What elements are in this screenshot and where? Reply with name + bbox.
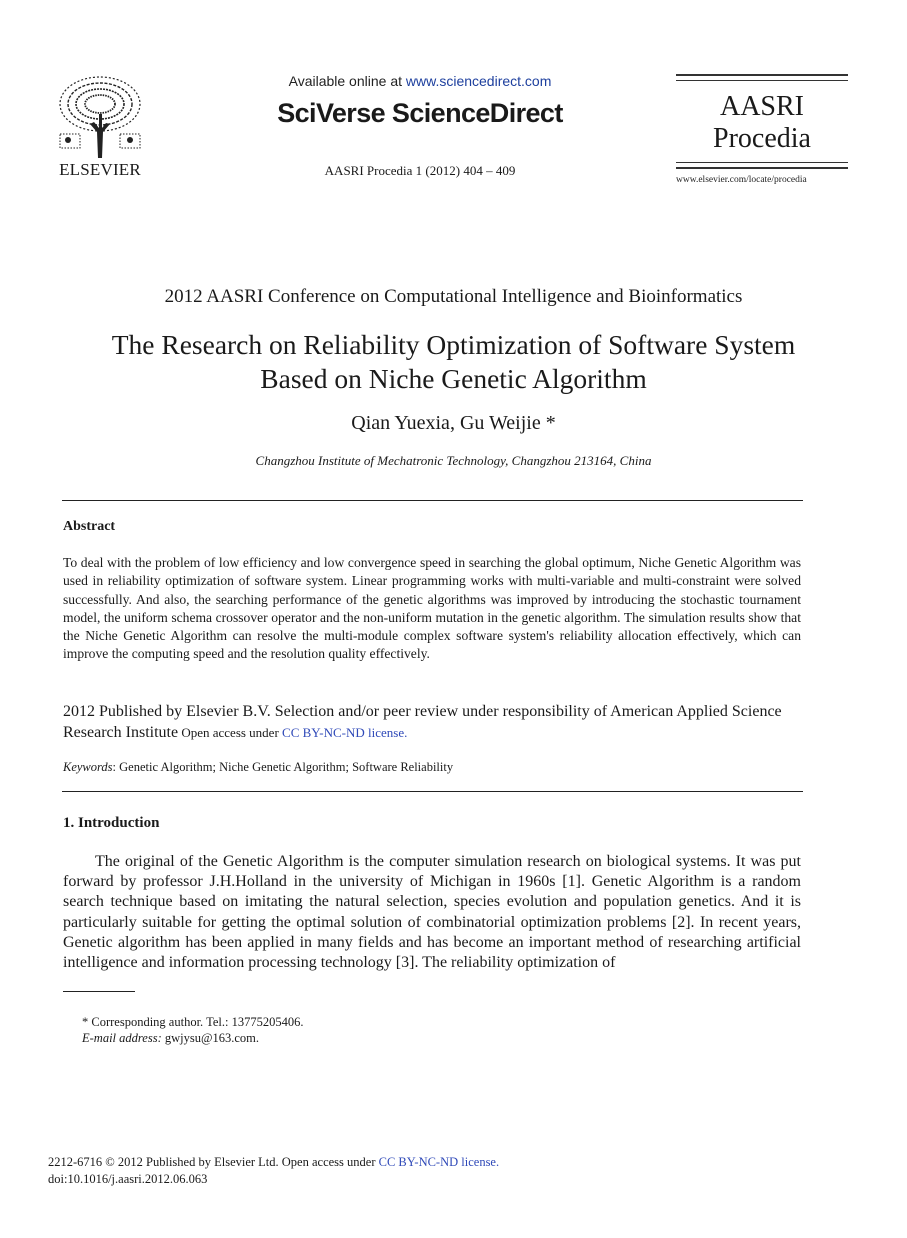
journal-name-line1: AASRI — [719, 91, 804, 122]
publication-statement — [63, 701, 801, 743]
journal-name-line2: Procedia — [713, 123, 811, 154]
introduction-body — [63, 852, 801, 973]
journal-masthead — [676, 74, 848, 171]
license-link[interactable]: CC BY-NC-ND license. — [282, 725, 408, 740]
copyright-line — [48, 1155, 499, 1170]
introduction-heading: 1. Introduction — [63, 815, 160, 831]
sciverse-brand: SciVerse ScienceDirect — [277, 98, 563, 128]
affiliation: Changzhou Institute of Mechatronic Technology, Changzhou 213164, China — [255, 453, 652, 468]
paper-title-line1: The Research on Reliability Optimization of Software System — [111, 329, 796, 360]
email-label: E-mail address: — [82, 1031, 162, 1045]
introduction-paragraph: The original of the Genetic Algorithm is the computer simulation research on biological systems. It was put forward by professor J.H.Holland in the university of Michigan in 1960s [1]. Genetic Algorithm is a random search technique based on imitating the natural selection, species evolution and population genetics. And it is particularly suitable for getting the optimal solution of combinatorial optimization problems [2]. In recent years, Genetic algorithm has been applied in many fields and has become an important method of researching artificial intelligence and information processing technology [3]. The reliability optimization of — [63, 853, 801, 972]
open-access-text: Open access under — [178, 725, 283, 740]
email-line — [82, 1031, 259, 1046]
conference-name: 2012 AASRI Conference on Computational Intelligence and Bioinformatics — [164, 286, 743, 307]
availability-line — [230, 73, 610, 89]
paper-title-line2: Based on Niche Genetic Algorithm — [260, 363, 647, 394]
authors: Qian Yuexia, Gu Weijie * — [351, 412, 556, 434]
paper-title — [40, 328, 867, 396]
published-by-text: 2012 Published by Elsevier B.V. Selection and/or peer review under responsibility of American Applied Science Research Institute — [63, 703, 782, 741]
abstract-heading: Abstract — [63, 519, 116, 534]
keywords-list: : Genetic Algorithm; Niche Genetic Algorithm; Software Reliability — [112, 760, 454, 774]
keywords — [63, 760, 801, 775]
copyright-text: 2212-6716 © 2012 Published by Elsevier Ltd. Open access under — [48, 1155, 379, 1169]
elsevier-logo — [50, 74, 150, 180]
keywords-label: Keywords — [63, 760, 113, 774]
available-text: Available online at — [288, 73, 406, 89]
journal-url[interactable]: www.elsevier.com/locate/procedia — [676, 175, 807, 185]
divider-top — [62, 500, 803, 501]
journal-citation: AASRI Procedia 1 (2012) 404 – 409 — [324, 163, 516, 178]
abstract-text: To deal with the problem of low efficiency and low convergence speed in searching the global optimum, Niche Genetic Algorithm was used in reliability optimization of software system. Linear programming works with multi-variable and multi-constraint were solved successfully. And also, the searching performance of the genetic algorithms was improved by introducing the stochastic tournament model, the uniform schema crossover operator and the non-uniform mutation in the genetic algorithm. The simulation results show that the Niche Genetic Algorithm can resolve the multi-module complex software system's reliability allocation effectively, which can improve the computing speed and the resolution quality effectively. — [63, 555, 801, 662]
divider-bottom — [62, 791, 803, 792]
footnote-rule — [63, 991, 135, 992]
elsevier-wordmark: ELSEVIER — [59, 160, 141, 179]
doi: doi:10.1016/j.aasri.2012.06.063 — [48, 1172, 208, 1186]
email-address: gwjysu@163.com. — [161, 1031, 260, 1045]
corresponding-author: * Corresponding author. Tel.: 13775205406. — [82, 1015, 304, 1029]
footer-license-link[interactable]: CC BY-NC-ND license. — [378, 1155, 500, 1169]
sciencedirect-link[interactable]: www.sciencedirect.com — [405, 73, 552, 89]
elsevier-tree-icon — [50, 74, 150, 158]
